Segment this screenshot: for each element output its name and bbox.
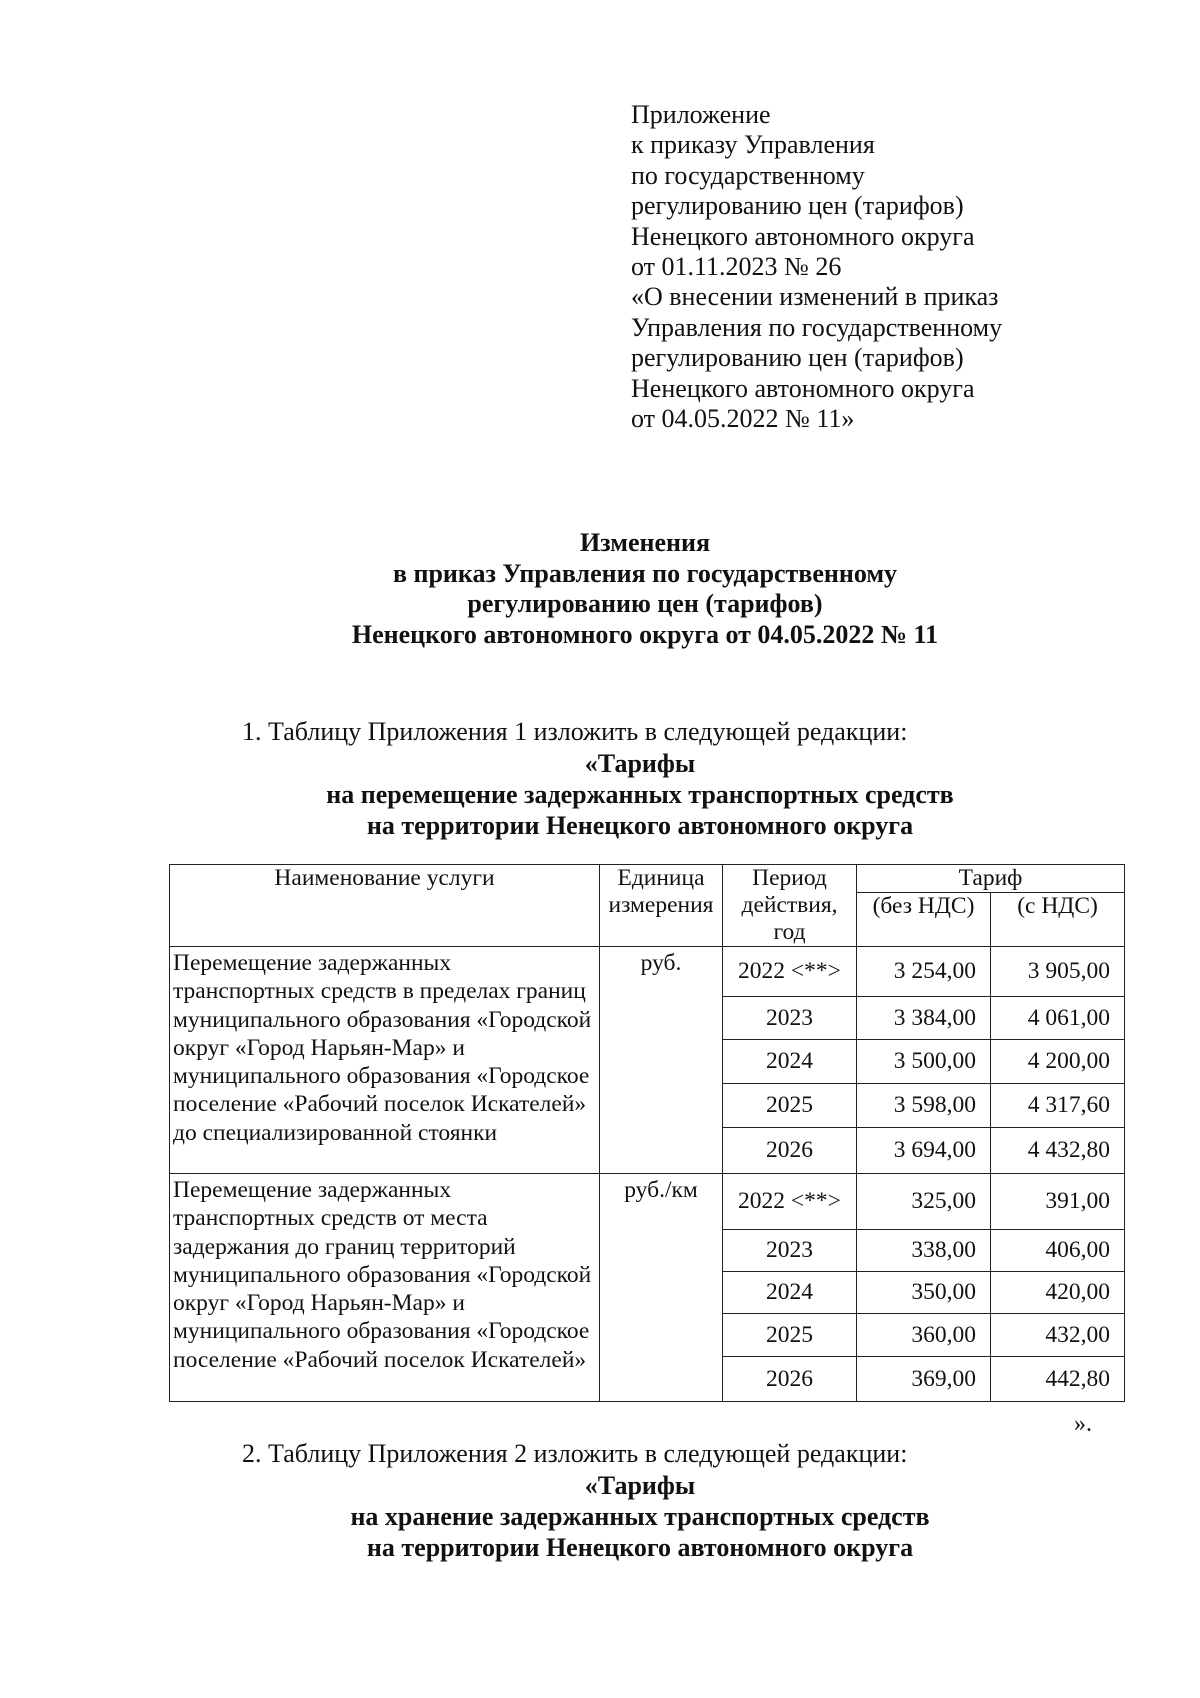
tariff-with-vat: 4 200,00 xyxy=(991,1040,1125,1084)
table-closing-quote: ». xyxy=(1074,1411,1092,1437)
tariff-without-vat: 360,00 xyxy=(857,1314,991,1357)
title-line: Ненецкого автономного округа от 04.05.2022 № 11 xyxy=(351,619,939,649)
tariffs-table xyxy=(169,864,1125,1402)
appendix-line: регулированию цен (тарифов) xyxy=(631,343,964,373)
section1-instruction: 1. Таблицу Приложения 1 изложить в следующей редакции: xyxy=(242,717,908,746)
subtitle-line: на хранение задержанных транспортных средств xyxy=(350,1502,930,1531)
table-row xyxy=(170,947,1125,997)
section2-instruction: 2. Таблицу Приложения 2 изложить в следующей редакции: xyxy=(242,1439,908,1468)
header-unit: Единица измерения xyxy=(600,865,723,947)
tariff-without-vat: 3 254,00 xyxy=(857,947,991,997)
year-cell: 2022 <**> xyxy=(723,947,857,997)
title-line: в приказ Управления по государственному xyxy=(392,558,898,588)
year-cell: 2026 xyxy=(723,1357,857,1402)
year-cell: 2024 xyxy=(723,1272,857,1314)
tariff-with-vat: 4 317,60 xyxy=(991,1084,1125,1128)
tariff-without-vat: 3 694,00 xyxy=(857,1128,991,1174)
header-period: Период действия, год xyxy=(723,865,857,947)
appendix-header xyxy=(631,100,1091,434)
appendix-line: Ненецкого автономного округа xyxy=(631,373,975,403)
appendix-line: Приложение xyxy=(631,100,771,129)
appendix-line: от 04.05.2022 № 11» xyxy=(631,404,855,434)
service-name: Перемещение задержанных транспортных средств в пределах границ муниципального образования «Городской округ «Город Нарьян-Мар» и муниципального образования «Городское поселение «Рабочий поселок Искателей» до специализированной стоянки xyxy=(170,947,600,1174)
year-cell: 2023 xyxy=(723,997,857,1040)
header-service: Наименование услуги xyxy=(170,865,600,947)
document-title xyxy=(0,528,1200,650)
tariff-without-vat: 350,00 xyxy=(857,1272,991,1314)
header-without-vat: (без НДС) xyxy=(857,893,991,947)
appendix-line: Управления по государственному xyxy=(631,312,1003,342)
title-line: Изменения xyxy=(579,528,711,557)
subtitle-line: на территории Ненецкого автономного округа xyxy=(366,1533,914,1562)
unit-cell: руб./км xyxy=(600,1174,723,1402)
service-name: Перемещение задержанных транспортных средств от места задержания до границ территорий муниципального образования «Городской округ «Город Нарьян-Мар» и муниципального образования «Городское поселение «Рабочий поселок Искателей» xyxy=(170,1174,600,1402)
year-cell: 2022 <**> xyxy=(723,1174,857,1230)
tariff-with-vat: 391,00 xyxy=(991,1174,1125,1230)
table-row xyxy=(170,1174,1125,1230)
subtitle-line: на территории Ненецкого автономного округа xyxy=(366,811,914,840)
title-line: регулированию цен (тарифов) xyxy=(467,589,823,618)
subtitle-line: «Тарифы xyxy=(584,749,696,778)
tariff-with-vat: 4 432,80 xyxy=(991,1128,1125,1174)
appendix-line: «О внесении изменений в приказ xyxy=(631,282,999,312)
tariff-with-vat: 432,00 xyxy=(991,1314,1125,1357)
table-header-row xyxy=(170,865,1125,893)
year-cell: 2024 xyxy=(723,1040,857,1084)
appendix-line: к приказу Управления xyxy=(631,130,875,160)
section2-subtitle xyxy=(0,1470,1200,1563)
subtitle-line: «Тарифы xyxy=(584,1471,696,1500)
tariff-with-vat: 3 905,00 xyxy=(991,947,1125,997)
header-tariff: Тариф xyxy=(857,865,1125,893)
tariff-with-vat: 420,00 xyxy=(991,1272,1125,1314)
tariff-without-vat: 3 384,00 xyxy=(857,997,991,1040)
appendix-line: регулированию цен (тарифов) xyxy=(631,191,964,221)
tariff-without-vat: 338,00 xyxy=(857,1230,991,1272)
tariff-with-vat: 442,80 xyxy=(991,1357,1125,1402)
tariff-without-vat: 369,00 xyxy=(857,1357,991,1402)
year-cell: 2025 xyxy=(723,1084,857,1128)
tariff-without-vat: 3 598,00 xyxy=(857,1084,991,1128)
header-with-vat: (с НДС) xyxy=(991,893,1125,947)
subtitle-line: на перемещение задержанных транспортных средств xyxy=(326,780,954,809)
year-cell: 2023 xyxy=(723,1230,857,1272)
tariff-without-vat: 3 500,00 xyxy=(857,1040,991,1084)
unit-cell: руб. xyxy=(600,947,723,1174)
section1-subtitle xyxy=(0,748,1200,841)
tariff-with-vat: 406,00 xyxy=(991,1230,1125,1272)
appendix-line: Ненецкого автономного округа xyxy=(631,221,975,251)
year-cell: 2025 xyxy=(723,1314,857,1357)
year-cell: 2026 xyxy=(723,1128,857,1174)
appendix-line: по государственному xyxy=(631,160,865,190)
tariff-with-vat: 4 061,00 xyxy=(991,997,1125,1040)
tariff-without-vat: 325,00 xyxy=(857,1174,991,1230)
appendix-line: от 01.11.2023 № 26 xyxy=(631,252,842,282)
